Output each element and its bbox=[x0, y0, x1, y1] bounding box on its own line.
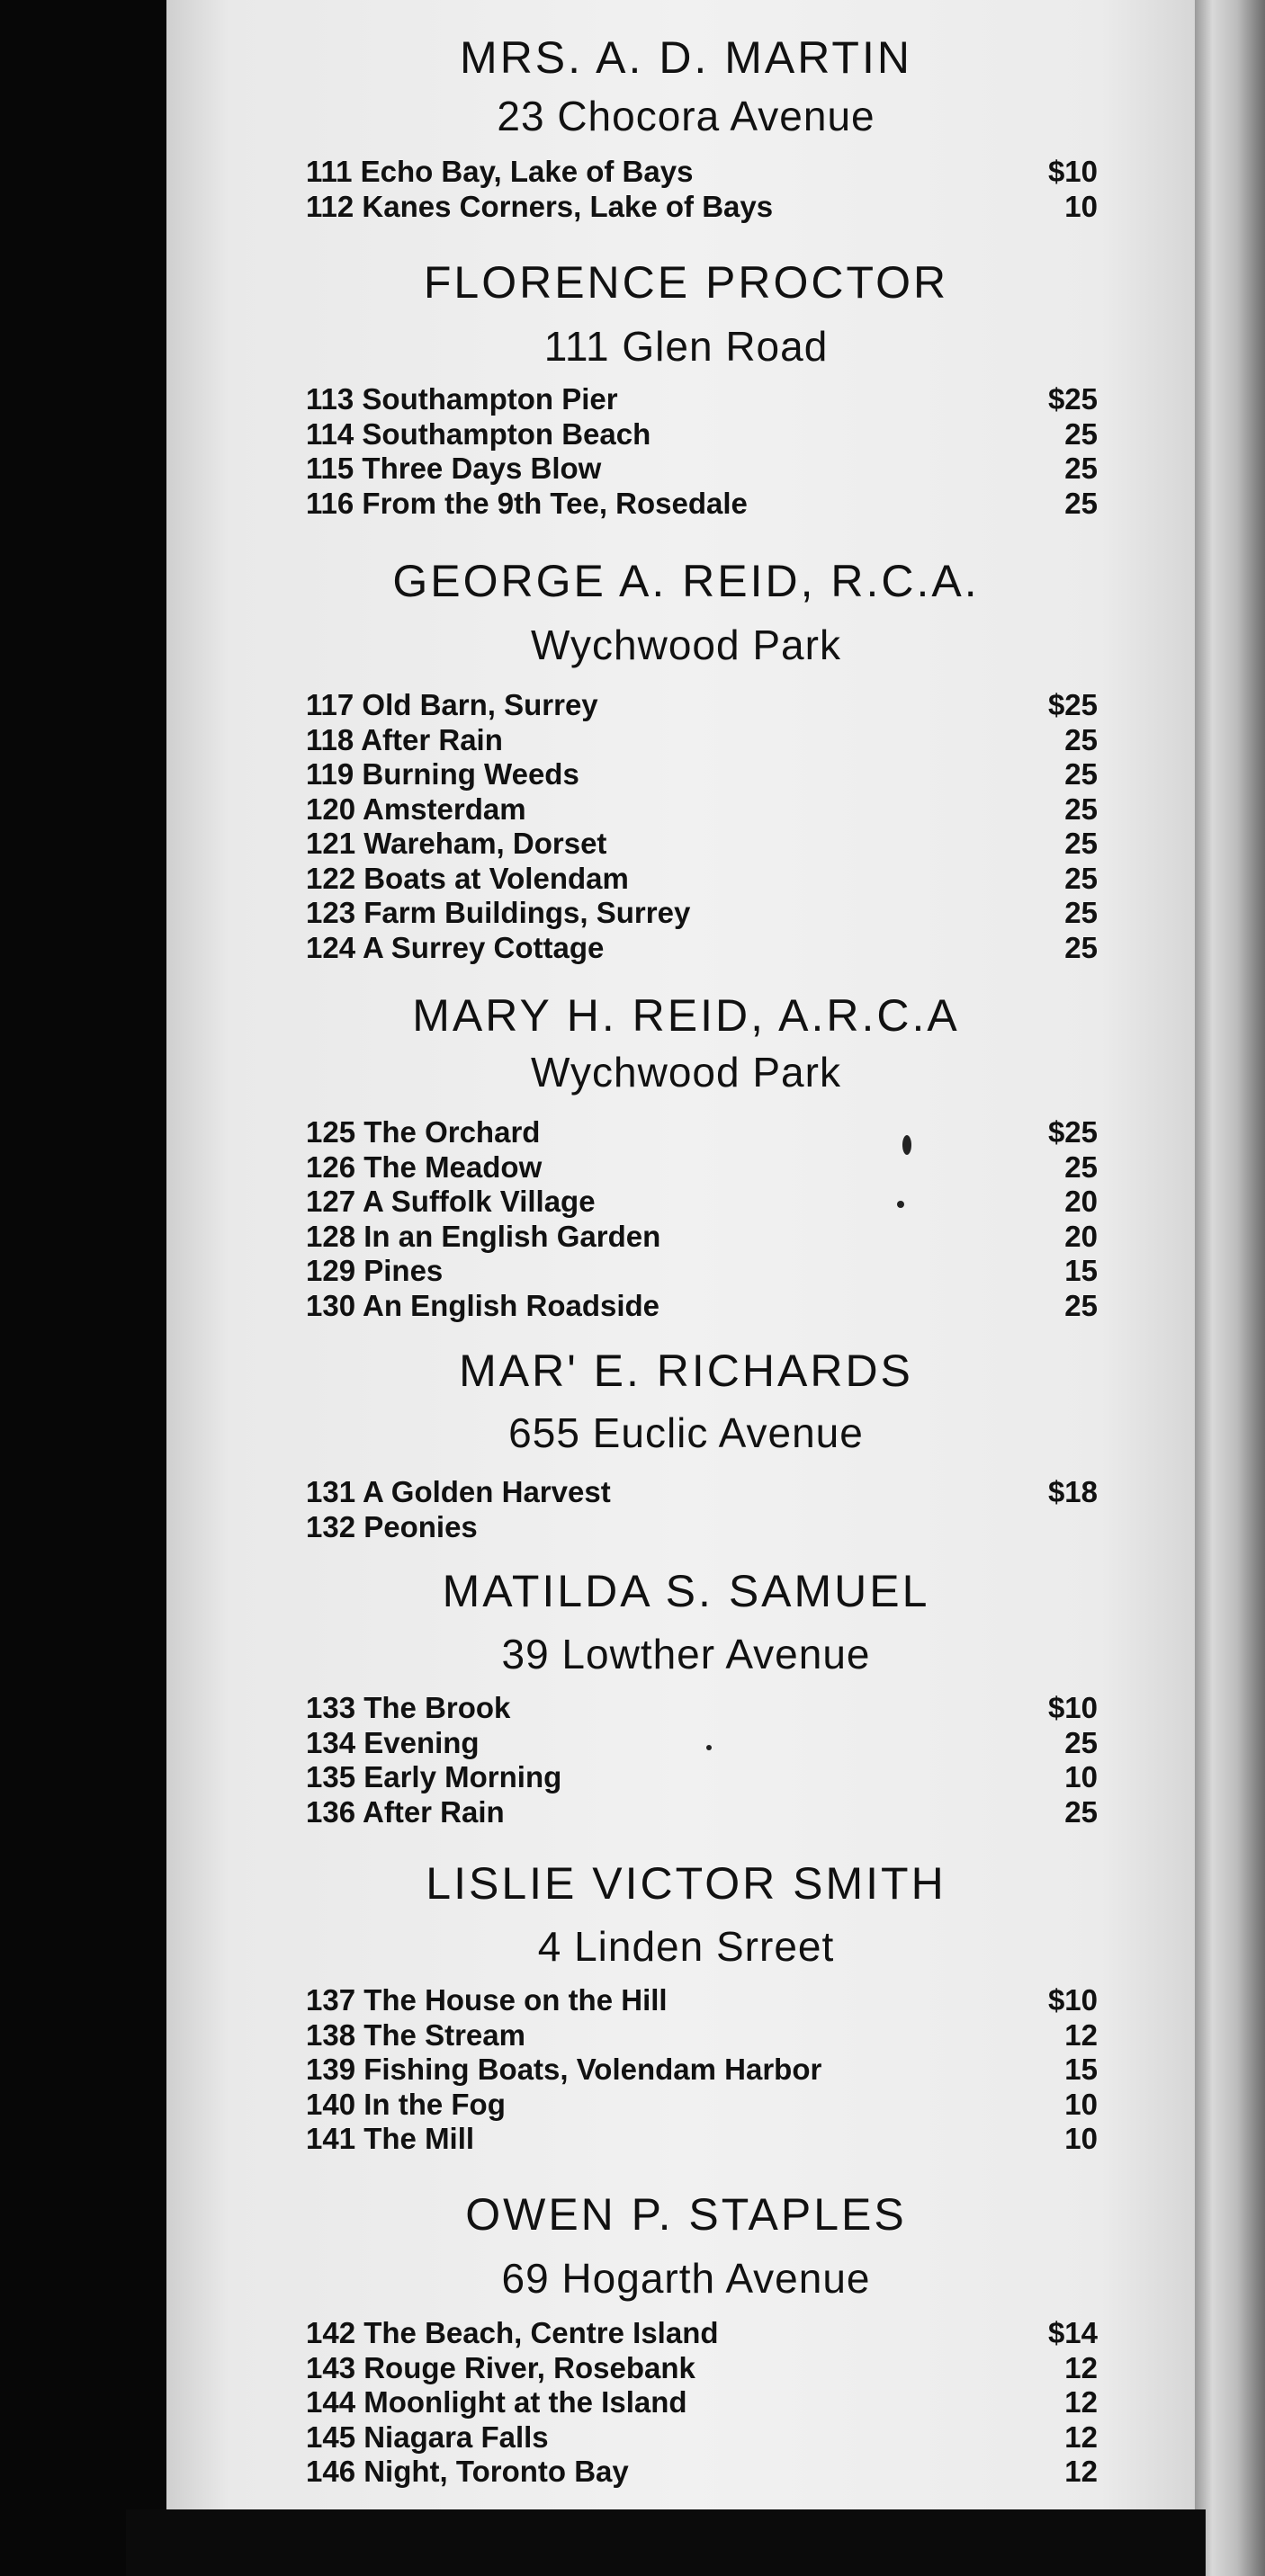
artwork-title: 145 Niagara Falls bbox=[306, 2419, 549, 2454]
artwork-title: 134 Evening bbox=[306, 1725, 480, 1759]
artwork-price: $10 bbox=[1047, 1691, 1098, 1724]
artwork-row bbox=[306, 1726, 1098, 1761]
artwork-price: 25 bbox=[1064, 861, 1098, 895]
artwork-price: 15 bbox=[1064, 1254, 1098, 1287]
artwork-row bbox=[306, 417, 1098, 452]
artwork-price: 25 bbox=[1064, 416, 1098, 451]
artist-address: 655 Euclic Avenue bbox=[508, 1409, 864, 1456]
artwork-list bbox=[306, 688, 1098, 965]
artwork-row bbox=[306, 1760, 1098, 1795]
artist-address: 111 Glen Road bbox=[543, 323, 829, 370]
artwork-row bbox=[306, 2455, 1098, 2490]
artwork-price: 25 bbox=[1064, 486, 1098, 520]
artwork-price: $18 bbox=[1047, 1475, 1098, 1508]
artwork-row bbox=[306, 1185, 1098, 1220]
artwork-price: 15 bbox=[1064, 2053, 1098, 2086]
artwork-price: 12 bbox=[1064, 2419, 1098, 2454]
artwork-title: 143 Rouge River, Rosebank bbox=[306, 2350, 695, 2384]
artwork-title: 129 Pines bbox=[306, 1254, 444, 1287]
artist-name: MRS. A. D. MARTIN bbox=[460, 32, 912, 83]
artist-name: MATILDA S. SAMUEL bbox=[442, 1566, 930, 1616]
artwork-price: 20 bbox=[1064, 1219, 1098, 1253]
artwork-title: 130 An English Roadside bbox=[306, 1288, 660, 1322]
artwork-price: 12 bbox=[1064, 2385, 1098, 2419]
artwork-title: 137 The House on the Hill bbox=[306, 1983, 668, 2017]
artwork-row bbox=[306, 2088, 1098, 2123]
artist-name: LISLIE VICTOR SMITH bbox=[426, 1858, 947, 1909]
artwork-title: 131 A Golden Harvest bbox=[306, 1475, 611, 1508]
artwork-title: 116 From the 9th Tee, Rosedale bbox=[306, 486, 748, 520]
artwork-title: 138 The Stream bbox=[306, 2017, 525, 2052]
artwork-row bbox=[306, 1254, 1098, 1289]
artist-address: 4 Linden Srreet bbox=[537, 1923, 835, 1970]
artist-name: MARY H. REID, A.R.C.A bbox=[412, 990, 960, 1041]
artwork-price: 25 bbox=[1064, 1725, 1098, 1759]
artwork-price: 25 bbox=[1064, 827, 1098, 860]
artwork-list bbox=[306, 1983, 1098, 2157]
artwork-row bbox=[306, 757, 1098, 792]
artwork-price: 25 bbox=[1064, 792, 1098, 826]
catalogue-page bbox=[166, 0, 1206, 2523]
artwork-price: $14 bbox=[1047, 2316, 1098, 2349]
artwork-title: 144 Moonlight at the Island bbox=[306, 2385, 687, 2419]
artwork-row bbox=[306, 155, 1098, 190]
artwork-row bbox=[306, 2420, 1098, 2455]
artwork-price: 25 bbox=[1064, 1288, 1098, 1322]
artwork-list bbox=[306, 1115, 1098, 1323]
artwork-price: 25 bbox=[1064, 452, 1098, 485]
artist-address: Wychwood Park bbox=[531, 1049, 841, 1096]
artwork-title: 117 Old Barn, Surrey bbox=[306, 688, 598, 721]
artwork-title: 125 The Orchard bbox=[306, 1115, 541, 1149]
artwork-price: 12 bbox=[1064, 2350, 1098, 2384]
artwork-price: 10 bbox=[1064, 189, 1098, 223]
artwork-row bbox=[306, 2385, 1098, 2420]
artwork-row bbox=[306, 1115, 1098, 1150]
artwork-price: 20 bbox=[1064, 1185, 1098, 1218]
artwork-price: 10 bbox=[1064, 1760, 1098, 1793]
artwork-price: 25 bbox=[1064, 896, 1098, 929]
artwork-price: 10 bbox=[1064, 2087, 1098, 2121]
artwork-row bbox=[306, 1691, 1098, 1726]
artwork-price: 10 bbox=[1064, 2122, 1098, 2155]
artwork-row bbox=[306, 1289, 1098, 1324]
artwork-title: 146 Night, Toronto Bay bbox=[306, 2455, 629, 2488]
artwork-price: 25 bbox=[1064, 1149, 1098, 1184]
artwork-title: 122 Boats at Volendam bbox=[306, 861, 629, 895]
artist-name: FLORENCE PROCTOR bbox=[423, 257, 949, 308]
artwork-price: $10 bbox=[1047, 1983, 1098, 2017]
artwork-list bbox=[306, 1691, 1098, 1829]
dust-speck bbox=[902, 1135, 911, 1155]
artwork-title: 132 Peonies bbox=[306, 1509, 478, 1543]
artwork-row bbox=[306, 1510, 1098, 1545]
artwork-row bbox=[306, 452, 1098, 487]
artwork-title: 115 Three Days Blow bbox=[306, 452, 602, 485]
dust-speck bbox=[897, 1201, 904, 1208]
artwork-price: $25 bbox=[1047, 1115, 1098, 1149]
artwork-title: 135 Early Morning bbox=[306, 1760, 562, 1793]
artist-address: 23 Chocora Avenue bbox=[497, 93, 875, 139]
artwork-row bbox=[306, 2316, 1098, 2351]
artwork-title: 120 Amsterdam bbox=[306, 792, 526, 826]
artwork-list bbox=[306, 155, 1098, 224]
artwork-row bbox=[306, 1795, 1098, 1830]
artwork-price: 12 bbox=[1064, 2455, 1098, 2488]
artwork-row bbox=[306, 2018, 1098, 2053]
artwork-title: 139 Fishing Boats, Volendam Harbor bbox=[306, 2053, 822, 2086]
artist-name: OWEN P. STAPLES bbox=[465, 2189, 907, 2240]
artwork-price: 25 bbox=[1064, 1794, 1098, 1829]
artwork-row bbox=[306, 2122, 1098, 2157]
artwork-row bbox=[306, 862, 1098, 897]
artwork-title: 111 Echo Bay, Lake of Bays bbox=[306, 155, 694, 188]
artwork-row bbox=[306, 2053, 1098, 2088]
artwork-list bbox=[306, 1475, 1098, 1544]
artwork-row bbox=[306, 1220, 1098, 1255]
artwork-row bbox=[306, 792, 1098, 827]
artist-name: MAR' E. RICHARDS bbox=[459, 1346, 913, 1396]
artwork-title: 133 The Brook bbox=[306, 1691, 511, 1724]
artwork-title: 113 Southampton Pier bbox=[306, 382, 618, 416]
artwork-row bbox=[306, 723, 1098, 758]
artwork-row bbox=[306, 688, 1098, 723]
artwork-price: $10 bbox=[1047, 155, 1098, 188]
artwork-title: 128 In an English Garden bbox=[306, 1219, 661, 1253]
artwork-title: 123 Farm Buildings, Surrey bbox=[306, 896, 691, 929]
artwork-list bbox=[306, 382, 1098, 521]
artwork-price: $25 bbox=[1047, 688, 1098, 721]
artwork-title: 119 Burning Weeds bbox=[306, 757, 579, 791]
artist-name: GEORGE A. REID, R.C.A. bbox=[392, 556, 980, 606]
artist-address: 69 Hogarth Avenue bbox=[501, 2255, 871, 2302]
artwork-title: 142 The Beach, Centre Island bbox=[306, 2316, 719, 2349]
artwork-row bbox=[306, 382, 1098, 417]
artwork-title: 124 A Surrey Cottage bbox=[306, 930, 605, 964]
artwork-title: 136 After Rain bbox=[306, 1794, 505, 1829]
artwork-title: 114 Southampton Beach bbox=[306, 416, 651, 451]
page-fold-shadow bbox=[1195, 0, 1265, 2576]
artwork-title: 127 A Suffolk Village bbox=[306, 1185, 596, 1218]
artwork-row bbox=[306, 1983, 1098, 2018]
artwork-title: 140 In the Fog bbox=[306, 2087, 506, 2121]
artwork-title: 141 The Mill bbox=[306, 2122, 475, 2155]
artwork-row bbox=[306, 190, 1098, 225]
artist-address: 39 Lowther Avenue bbox=[501, 1631, 871, 1677]
artwork-list bbox=[306, 2316, 1098, 2490]
artwork-title: 112 Kanes Corners, Lake of Bays bbox=[306, 189, 774, 223]
artist-address: Wychwood Park bbox=[531, 622, 841, 668]
artwork-title: 121 Wareham, Dorset bbox=[306, 827, 607, 860]
scan-border bbox=[126, 2509, 1206, 2576]
artwork-row bbox=[306, 827, 1098, 862]
artwork-row bbox=[306, 896, 1098, 931]
artwork-title: 118 After Rain bbox=[306, 722, 503, 756]
artwork-price: 25 bbox=[1064, 722, 1098, 756]
artwork-row bbox=[306, 1475, 1098, 1510]
dust-speck bbox=[706, 1745, 712, 1750]
artwork-title: 126 The Meadow bbox=[306, 1149, 543, 1184]
artwork-row bbox=[306, 1150, 1098, 1185]
artwork-row bbox=[306, 487, 1098, 522]
artwork-price: 25 bbox=[1064, 757, 1098, 791]
artwork-price: $25 bbox=[1047, 382, 1098, 416]
artwork-price: 12 bbox=[1064, 2017, 1098, 2052]
artwork-price: 25 bbox=[1064, 930, 1098, 964]
artwork-row bbox=[306, 931, 1098, 966]
artwork-row bbox=[306, 2351, 1098, 2386]
